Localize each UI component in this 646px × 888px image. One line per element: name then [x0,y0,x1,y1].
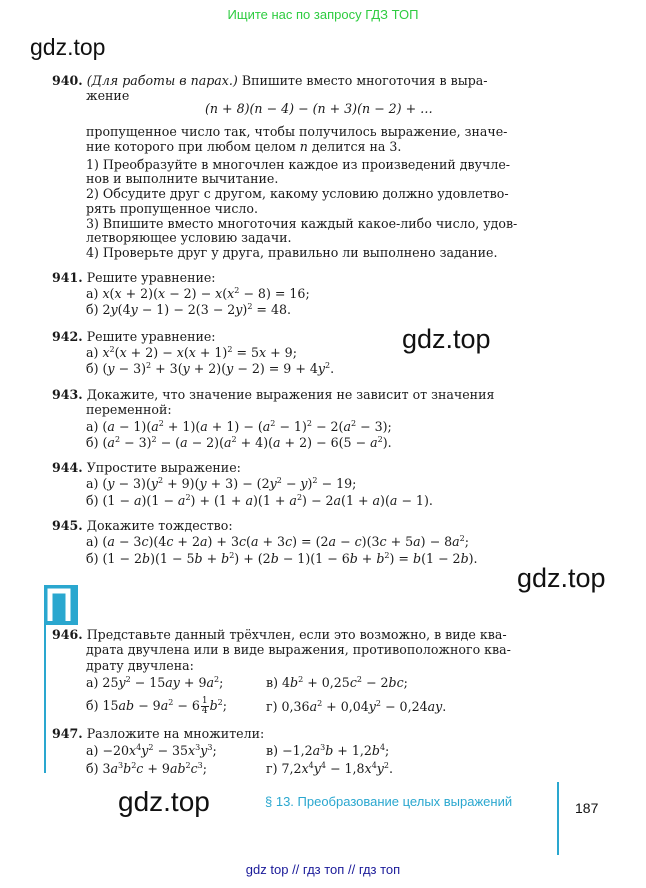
task-941-a: а) $x(x + 2)(x - 2) - x(x^2 - 8) = 16$; [86,286,310,301]
task-lead: (Для работы в парах.) [86,73,238,88]
task-947-a: $а) -20x^4y^2 - 35x^3y^3$; [86,743,217,758]
task-944-a: а) $(y - 3)(y^2 + 9)(y + 3) - (2y^2 - y)^2 - 19$; [86,476,357,491]
task-947-title: 947. Разложите на множители: [52,726,265,741]
watermark: gdz.top [402,324,491,354]
task-expression: (n + 8)(n − 4) − (n + 3)(n − 2) + … [205,101,433,116]
watermark: gdz.top [517,563,606,593]
bottom-links [0,862,646,877]
task-944-title: 944. Упростите выражение: [52,460,241,475]
task-step: рять пропущенное число. [86,201,259,216]
page-number: 187 [575,800,599,816]
task-945-a: а) $(a - 3c)(4c + 2a) + 3c(a + 3c) = (2a - c)(3c + 5a) - 8a^2$; [86,534,470,549]
task-942-title: 942. Решите уравнение: [52,329,216,344]
task-946-title: 946. Представьте данный трёхчлен, если это возможно, в виде ква- [52,627,507,642]
task-943-b: б) $(a^2 - 3)^2 - (a - 2)(a^2 + 4)(a + 2) - 6(5 - a^2)$. [86,435,392,450]
bottom-link[interactable]: гдз топ [302,862,345,877]
task-step: 3) Впишите вместо многоточия каждый какое-либо число, удов- [86,216,518,231]
task-text: пропущенное число так, чтобы получилось выражение, значе- [86,124,508,139]
task-945-title: 945. Докажите тождество: [52,518,233,533]
section-line [44,625,46,773]
task-942-a: а) $x^2(x + 2) - x(x + 1)^2 = 5x + 9$; [86,345,297,360]
task-941-b: б) $2y(4y - 1) - 2(3 - 2y)^2 = 48$. [86,302,292,317]
task-step: нов и выполните вычитание. [86,171,279,186]
section-title: § 13. Преобразование целых выражений [265,794,513,809]
bottom-link[interactable]: gdz top [245,862,289,877]
bottom-separator: // [292,862,300,877]
task-941-title: 941. Решите уравнение: [52,270,216,285]
task-943-title: 943. Докажите, что значение выражения не зависит от значения [52,387,495,402]
task-text: жение [86,88,130,103]
watermark: gdz.top [30,34,106,60]
task-text: Впишите вместо многоточия в выра- [241,73,488,88]
task-text: драту двучлена: [86,658,194,673]
task-944-b: б) $(1 - a)(1 - a^2) + (1 + a)(1 + a^2) - 2a(1 + a)(a - 1)$. [86,493,433,508]
task-945-b: б) $(1 - 2b)(1 - 5b + b^2) + (2b - 1)(1 - 6b + b^2) = b(1 - 2b)$. [86,551,478,566]
task-step: 4) Проверьте друг у друга, правильно ли выполнено задание. [86,245,498,260]
task-943-a: а) $(a - 1)(a^2 + 1)(a + 1) - (a^2 - 1)^2 - 2(a^2 - 3)$; [86,419,392,434]
section-marker-icon [44,585,78,625]
task-942-b: б) $(y - 3)^2 + 3(y + 2)(y - 2) = 9 + 4y^2$. [86,361,335,376]
top-banner[interactable]: Ищите нас по запросу ГДЗ ТОП [227,7,419,22]
task-step: 1) Преобразуйте в многочлен каждое из произведений двучле- [86,157,511,172]
task-text-line: ние которого при любом целом n делится на 3. [86,139,402,154]
task-text: драта двучлена или в виде выражения, противоположного ква- [86,642,511,657]
task-940-line [52,73,488,89]
task-946-b: б) $15ab - 9a^2 - 6$ $\frac{1}{4}$ $b^2$; [86,696,228,716]
task-step: 2) Обсудите друг с другом, какому условию должно удовлетво- [86,186,509,201]
task-947-g: г) $7,2x^4y^4 - 1,8x^4y^2$. [266,761,394,776]
task-946-v: в) $4b^2 + 0,25c^2 - 2bc$; [266,675,408,690]
watermark: gdz.top [118,786,210,817]
task-step: летворяющее условию задачи. [86,230,292,245]
page-divider [557,782,559,855]
task-947-v: $в) -1,2a^3b + 1,2b^4$; [266,743,390,758]
bottom-link[interactable]: гдз топ [358,862,401,877]
task-947-b: б) $3a^3b^2c + 9ab^2c^3$; [86,761,208,776]
task-946-g: г) $0,36a^2 + 0,04y^2 - 0,24ay$. [266,699,447,714]
task-number: 940. [52,73,83,88]
task-946-a: а) $25y^2 - 15ay + 9a^2$; [86,675,224,690]
bottom-separator: // [347,862,356,877]
task-text: переменной: [86,402,172,417]
